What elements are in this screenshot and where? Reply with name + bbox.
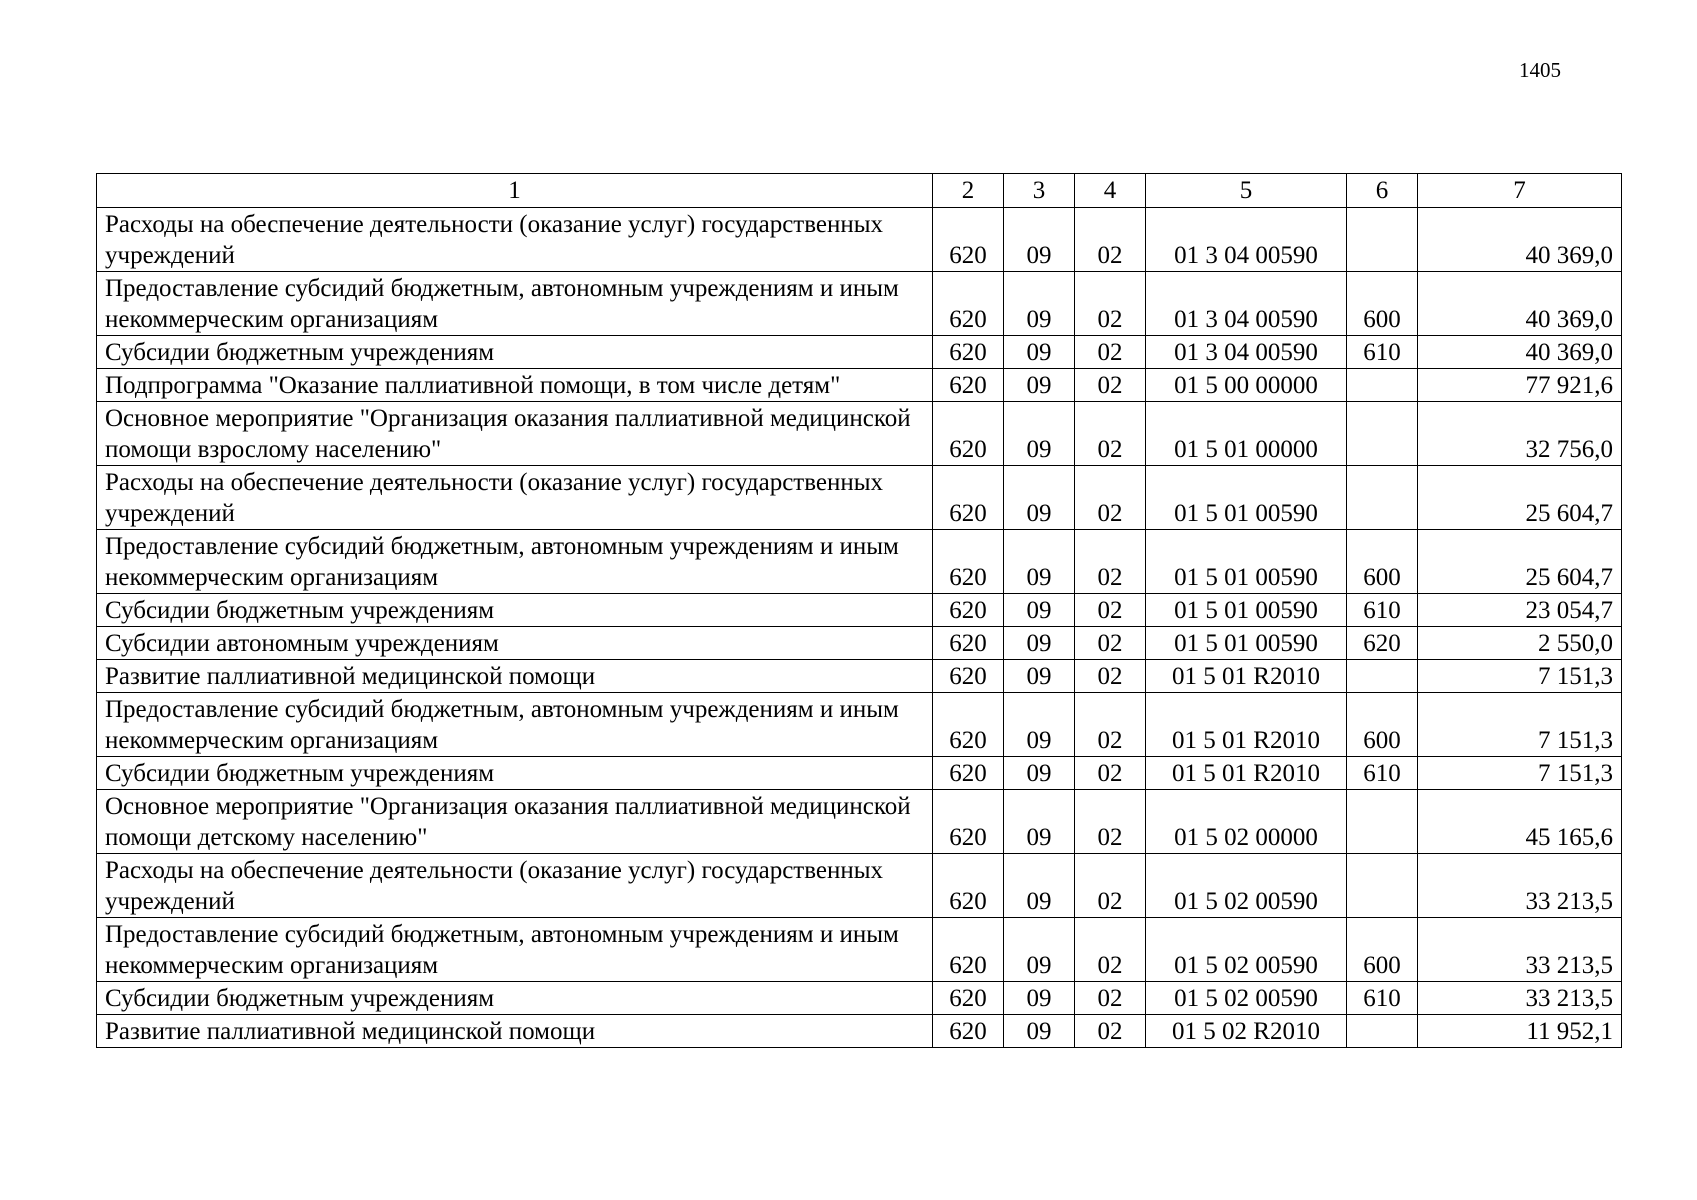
row-name-cell xyxy=(97,982,933,1015)
row-admin-code: 620 xyxy=(933,530,1004,594)
row-expense-type xyxy=(1347,1015,1418,1048)
row-amount: 23 054,7 xyxy=(1418,594,1622,627)
row-section: 09 xyxy=(1004,757,1075,790)
row-name: Субсидии бюджетным учреждениям xyxy=(105,597,495,624)
row-expense-type xyxy=(1347,660,1418,693)
row-name: Основное мероприятие "Организация оказания паллиативной медицинской помощи взрослому населению" xyxy=(105,405,911,463)
row-expense-type: 620 xyxy=(1347,627,1418,660)
row-subsection: 02 xyxy=(1075,660,1146,693)
row-admin-code: 620 xyxy=(933,660,1004,693)
row-name: Субсидии бюджетным учреждениям xyxy=(105,339,495,366)
row-subsection: 02 xyxy=(1075,1015,1146,1048)
header-cell-6: 6 xyxy=(1347,174,1418,208)
row-admin-code: 620 xyxy=(933,790,1004,854)
row-expense-type: 610 xyxy=(1347,336,1418,369)
row-expense-type xyxy=(1347,466,1418,530)
row-section: 09 xyxy=(1004,790,1075,854)
row-amount: 11 952,1 xyxy=(1418,1015,1622,1048)
row-expense-type: 600 xyxy=(1347,918,1418,982)
row-name: Развитие паллиативной медицинской помощи xyxy=(105,1018,596,1045)
row-admin-code: 620 xyxy=(933,854,1004,918)
row-amount: 33 213,5 xyxy=(1418,918,1622,982)
row-subsection: 02 xyxy=(1075,336,1146,369)
row-expense-type xyxy=(1347,402,1418,466)
row-name: Основное мероприятие "Организация оказания паллиативной медицинской помощи детскому населению" xyxy=(105,793,911,851)
row-subsection: 02 xyxy=(1075,627,1146,660)
row-section: 09 xyxy=(1004,369,1075,402)
row-expense-type: 610 xyxy=(1347,982,1418,1015)
row-name: Предоставление субсидий бюджетным, автономным учреждениям и иным некоммерческим организациям xyxy=(105,533,899,591)
row-amount: 45 165,6 xyxy=(1418,790,1622,854)
row-subsection: 02 xyxy=(1075,757,1146,790)
row-target-article: 01 5 02 R2010 xyxy=(1146,1015,1347,1048)
row-subsection: 02 xyxy=(1075,272,1146,336)
row-name: Предоставление субсидий бюджетным, автономным учреждениям и иным некоммерческим организациям xyxy=(105,921,899,979)
row-name-cell xyxy=(97,790,933,854)
row-name-cell xyxy=(97,918,933,982)
row-amount: 32 756,0 xyxy=(1418,402,1622,466)
row-admin-code: 620 xyxy=(933,627,1004,660)
row-name-cell xyxy=(97,660,933,693)
row-amount: 77 921,6 xyxy=(1418,369,1622,402)
table-row xyxy=(97,660,1622,693)
row-amount: 40 369,0 xyxy=(1418,208,1622,272)
row-section: 09 xyxy=(1004,594,1075,627)
table-row xyxy=(97,854,1622,918)
header-cell-2: 2 xyxy=(933,174,1004,208)
row-section: 09 xyxy=(1004,272,1075,336)
row-expense-type xyxy=(1347,369,1418,402)
header-cell-3: 3 xyxy=(1004,174,1075,208)
row-admin-code: 620 xyxy=(933,594,1004,627)
row-name: Предоставление субсидий бюджетным, автономным учреждениям и иным некоммерческим организациям xyxy=(105,696,899,754)
table-row xyxy=(97,627,1622,660)
row-name-cell xyxy=(97,594,933,627)
row-expense-type: 610 xyxy=(1347,594,1418,627)
row-name: Предоставление субсидий бюджетным, автономным учреждениям и иным некоммерческим организациям xyxy=(105,275,899,333)
row-amount: 2 550,0 xyxy=(1418,627,1622,660)
row-name: Субсидии бюджетным учреждениям xyxy=(105,985,495,1012)
table-row xyxy=(97,594,1622,627)
row-target-article: 01 5 01 00590 xyxy=(1146,627,1347,660)
row-target-article: 01 5 01 R2010 xyxy=(1146,693,1347,757)
table-row xyxy=(97,272,1622,336)
row-target-article: 01 5 02 00590 xyxy=(1146,854,1347,918)
table-row xyxy=(97,336,1622,369)
row-section: 09 xyxy=(1004,402,1075,466)
row-section: 09 xyxy=(1004,466,1075,530)
row-amount: 25 604,7 xyxy=(1418,466,1622,530)
row-target-article: 01 5 02 00590 xyxy=(1146,982,1347,1015)
row-target-article: 01 5 01 R2010 xyxy=(1146,757,1347,790)
row-admin-code: 620 xyxy=(933,1015,1004,1048)
table-row xyxy=(97,790,1622,854)
row-name-cell xyxy=(97,336,933,369)
row-target-article: 01 5 01 R2010 xyxy=(1146,660,1347,693)
row-subsection: 02 xyxy=(1075,982,1146,1015)
row-expense-type: 610 xyxy=(1347,757,1418,790)
row-name-cell xyxy=(97,1015,933,1048)
row-section: 09 xyxy=(1004,693,1075,757)
row-subsection: 02 xyxy=(1075,402,1146,466)
row-subsection: 02 xyxy=(1075,466,1146,530)
row-name-cell xyxy=(97,530,933,594)
row-name-cell xyxy=(97,402,933,466)
row-name: Подпрограмма "Оказание паллиативной помощи, в том числе детям" xyxy=(105,372,841,399)
row-expense-type: 600 xyxy=(1347,272,1418,336)
row-section: 09 xyxy=(1004,918,1075,982)
table-row xyxy=(97,402,1622,466)
row-target-article: 01 5 00 00000 xyxy=(1146,369,1347,402)
row-name: Субсидии бюджетным учреждениям xyxy=(105,760,495,787)
row-admin-code: 620 xyxy=(933,208,1004,272)
budget-table xyxy=(96,173,1622,1048)
row-target-article: 01 5 01 00000 xyxy=(1146,402,1347,466)
row-admin-code: 620 xyxy=(933,466,1004,530)
row-section: 09 xyxy=(1004,627,1075,660)
table-row xyxy=(97,918,1622,982)
row-expense-type: 600 xyxy=(1347,530,1418,594)
row-admin-code: 620 xyxy=(933,918,1004,982)
table-row xyxy=(97,466,1622,530)
row-name: Расходы на обеспечение деятельности (оказание услуг) государственных учреждений xyxy=(105,469,884,527)
row-name-cell xyxy=(97,272,933,336)
row-name-cell xyxy=(97,693,933,757)
row-target-article: 01 3 04 00590 xyxy=(1146,336,1347,369)
row-admin-code: 620 xyxy=(933,757,1004,790)
table-body xyxy=(97,208,1622,1048)
row-amount: 40 369,0 xyxy=(1418,272,1622,336)
row-subsection: 02 xyxy=(1075,790,1146,854)
row-subsection: 02 xyxy=(1075,530,1146,594)
row-expense-type xyxy=(1347,790,1418,854)
row-name: Развитие паллиативной медицинской помощи xyxy=(105,663,596,690)
row-target-article: 01 5 01 00590 xyxy=(1146,530,1347,594)
row-subsection: 02 xyxy=(1075,594,1146,627)
row-subsection: 02 xyxy=(1075,208,1146,272)
row-admin-code: 620 xyxy=(933,272,1004,336)
row-name: Расходы на обеспечение деятельности (оказание услуг) государственных учреждений xyxy=(105,857,884,915)
row-subsection: 02 xyxy=(1075,369,1146,402)
row-name-cell xyxy=(97,854,933,918)
row-admin-code: 620 xyxy=(933,982,1004,1015)
table-row xyxy=(97,757,1622,790)
row-target-article: 01 3 04 00590 xyxy=(1146,208,1347,272)
row-amount: 7 151,3 xyxy=(1418,757,1622,790)
row-amount: 40 369,0 xyxy=(1418,336,1622,369)
row-amount: 33 213,5 xyxy=(1418,854,1622,918)
row-section: 09 xyxy=(1004,1015,1075,1048)
row-section: 09 xyxy=(1004,660,1075,693)
row-name-cell xyxy=(97,208,933,272)
row-expense-type xyxy=(1347,854,1418,918)
row-target-article: 01 5 01 00590 xyxy=(1146,594,1347,627)
row-admin-code: 620 xyxy=(933,402,1004,466)
row-subsection: 02 xyxy=(1075,854,1146,918)
row-target-article: 01 5 02 00590 xyxy=(1146,918,1347,982)
row-target-article: 01 3 04 00590 xyxy=(1146,272,1347,336)
row-target-article: 01 5 01 00590 xyxy=(1146,466,1347,530)
row-amount: 25 604,7 xyxy=(1418,530,1622,594)
table-row xyxy=(97,208,1622,272)
header-cell-4: 4 xyxy=(1075,174,1146,208)
row-subsection: 02 xyxy=(1075,693,1146,757)
row-admin-code: 620 xyxy=(933,336,1004,369)
header-cell-7: 7 xyxy=(1418,174,1622,208)
row-name-cell xyxy=(97,466,933,530)
row-name-cell xyxy=(97,369,933,402)
row-section: 09 xyxy=(1004,530,1075,594)
table-row xyxy=(97,1015,1622,1048)
row-amount: 7 151,3 xyxy=(1418,693,1622,757)
row-admin-code: 620 xyxy=(933,369,1004,402)
row-amount: 33 213,5 xyxy=(1418,982,1622,1015)
row-expense-type: 600 xyxy=(1347,693,1418,757)
table-row xyxy=(97,693,1622,757)
row-name: Расходы на обеспечение деятельности (оказание услуг) государственных учреждений xyxy=(105,211,884,269)
header-row xyxy=(97,174,1622,208)
row-admin-code: 620 xyxy=(933,693,1004,757)
table-row xyxy=(97,369,1622,402)
row-amount: 7 151,3 xyxy=(1418,660,1622,693)
row-section: 09 xyxy=(1004,982,1075,1015)
row-expense-type xyxy=(1347,208,1418,272)
row-name: Субсидии автономным учреждениям xyxy=(105,630,499,657)
table-row xyxy=(97,982,1622,1015)
header-cell-5: 5 xyxy=(1146,174,1347,208)
table-row xyxy=(97,530,1622,594)
row-section: 09 xyxy=(1004,336,1075,369)
row-name-cell xyxy=(97,757,933,790)
row-section: 09 xyxy=(1004,208,1075,272)
row-target-article: 01 5 02 00000 xyxy=(1146,790,1347,854)
header-cell-1: 1 xyxy=(97,174,933,208)
page-number: 1405 xyxy=(1519,58,1561,82)
row-name-cell xyxy=(97,627,933,660)
row-subsection: 02 xyxy=(1075,918,1146,982)
row-section: 09 xyxy=(1004,854,1075,918)
